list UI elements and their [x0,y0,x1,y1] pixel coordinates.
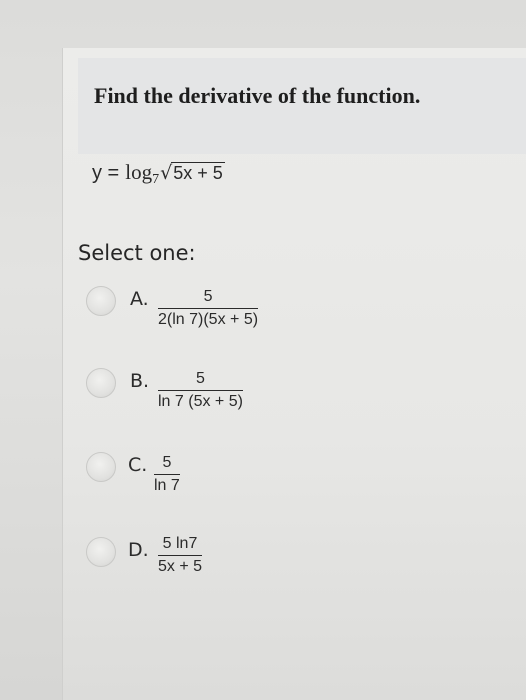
option-d-letter: D. [128,539,149,561]
option-b-fraction [158,370,243,411]
option-a-fraction [158,288,258,329]
option-c-letter: C. [128,454,148,476]
formula-lhs: y = [92,162,120,184]
sqrt-icon: √ [160,162,173,184]
radio-button-d[interactable] [86,537,116,567]
formula-radicand: 5x + 5 [173,163,223,183]
option-b-denominator: ln 7 (5x + 5) [158,393,243,410]
select-one-label: Select one: [78,241,196,265]
option-b-numerator: 5 [158,370,243,391]
option-a-letter: A. [130,288,149,310]
formula-log: log [125,160,153,184]
option-d[interactable] [86,533,266,593]
option-a-denominator: 2(ln 7)(5x + 5) [158,311,259,328]
formula-log-base: 7 [152,172,160,187]
option-a[interactable] [86,282,326,342]
option-c-denominator: ln 7 [154,477,180,494]
radio-button-b[interactable] [86,368,116,398]
option-b-letter: B. [130,370,150,392]
question-prompt: Find the derivative of the function. [94,83,421,108]
option-b[interactable] [86,364,326,424]
function-formula [92,160,225,194]
option-d-numerator: 5 ln7 [158,535,202,556]
radio-button-c[interactable] [86,452,116,482]
option-a-numerator: 5 [158,288,258,309]
option-d-denominator: 5x + 5 [158,558,203,575]
radio-button-a[interactable] [86,286,116,316]
option-d-fraction [158,535,202,576]
option-c-numerator: 5 [154,454,180,475]
option-c[interactable] [86,448,246,508]
option-c-fraction [154,454,180,495]
